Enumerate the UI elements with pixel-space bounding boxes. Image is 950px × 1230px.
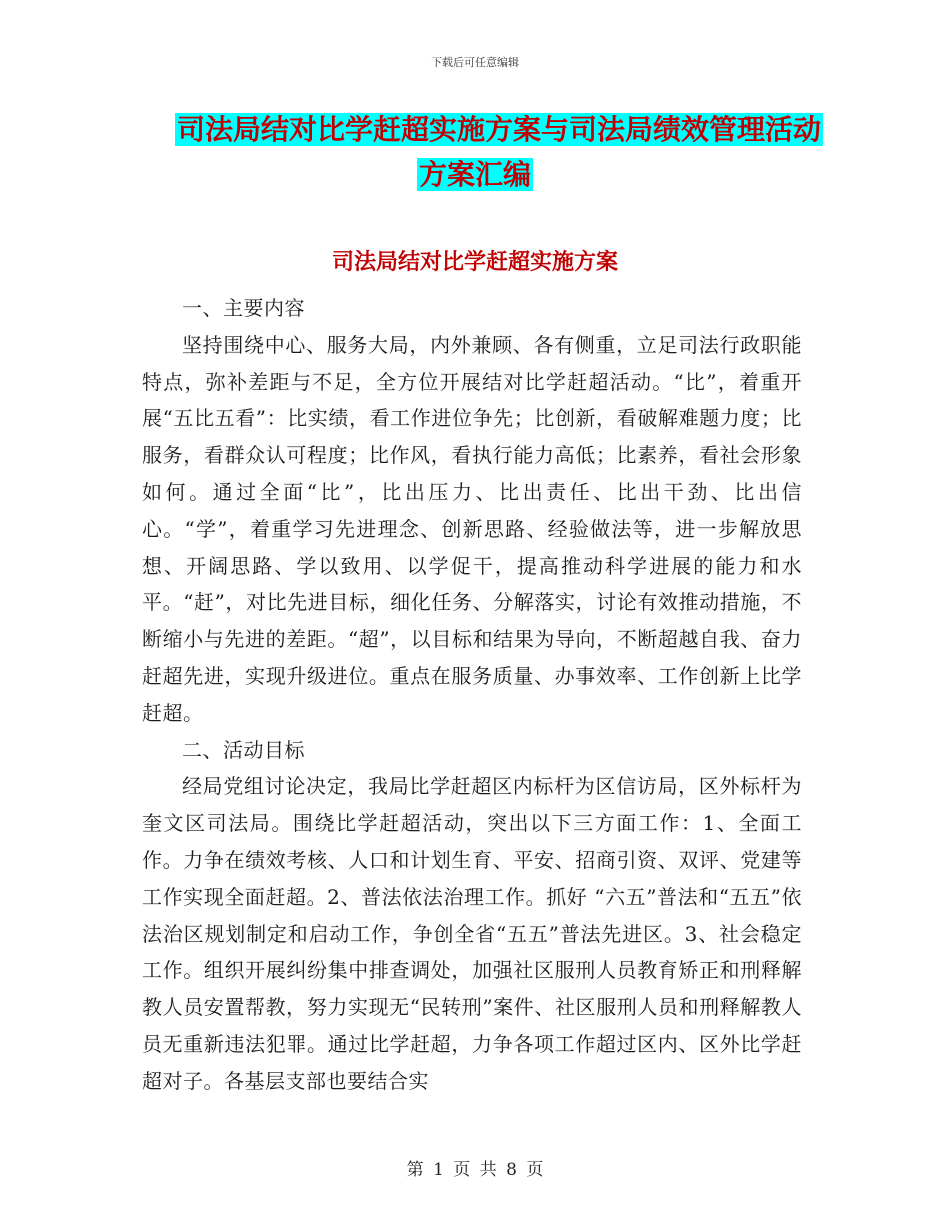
document-title-text-1: 司法局结对比学赶超实施方案与司法局绩效管理活动 bbox=[176, 113, 821, 146]
document-title-text-2: 方案汇编 bbox=[418, 158, 531, 191]
page-header-note: 下载后可任意编辑 bbox=[431, 56, 519, 69]
section-title: 司法局结对比学赶超实施方案 bbox=[331, 250, 618, 275]
document-title-line-1 bbox=[0, 110, 950, 150]
section-heading: 一、主要内容 bbox=[182, 296, 305, 320]
body-paragraph: 经局党组讨论决定，我局比学赶超区内标杆为区信访局，区外标杆为奎文区司法局。围绕比学赶超活动，突出以下三方面工作：1、全面工作。力争在绩效考核、人口和计划生育、平安、招商引资、双评、党建等工作实现全面赶超。2、普法依法治理工作。抓好 “六五”普法和“五五”依法治区规划制定和启动工作，争创全省“五五”普法先进区。3、社会稳定工作。组织开展纠纷集中排查调处，加强社区服刑人员教育矫正和刑释解教人员安置帮教，努力实现无“民转刑”案件、社区服刑人员和刑释解教人员无重新违法犯罪。通过比学赶超，力争各项工作超过区内、区外比学赶超对子。各基层支部也要结合实 bbox=[142, 774, 802, 1093]
document-body bbox=[142, 290, 802, 1100]
body-paragraph: 坚持围绕中心、服务大局，内外兼顾、各有侧重，立足司法行政职能特点，弥补差距与不足，全方位开展结对比学赶超活动。“比”，着重开展“五比五看”：比实绩，看工作进位争先；比创新，看破解难题力度；比服务，看群众认可程度；比作风，看执行能力高低；比素养，看社会形象如何。通过全面“比”，比出压力、比出责任、比出干劲、比出信心。“学”，着重学习先进理念、创新思路、经验做法等，进一步解放思想、开阔思路、学以致用、以学促干，提高推动科学进展的能力和水平。“赶”，对比先进目标，细化任务、分解落实，讨论有效推动措施，不断缩小与先进的差距。“超”，以目标和结果为导向，不断超越自我、奋力赶超先进，实现升级进位。重点在服务质量、办事效率、工作创新上比学赶超。 bbox=[142, 332, 802, 725]
section-heading: 二、活动目标 bbox=[182, 737, 305, 762]
document-title-line-2 bbox=[0, 155, 950, 195]
page-footer: 第 1 页 共 8 页 bbox=[406, 1160, 544, 1180]
